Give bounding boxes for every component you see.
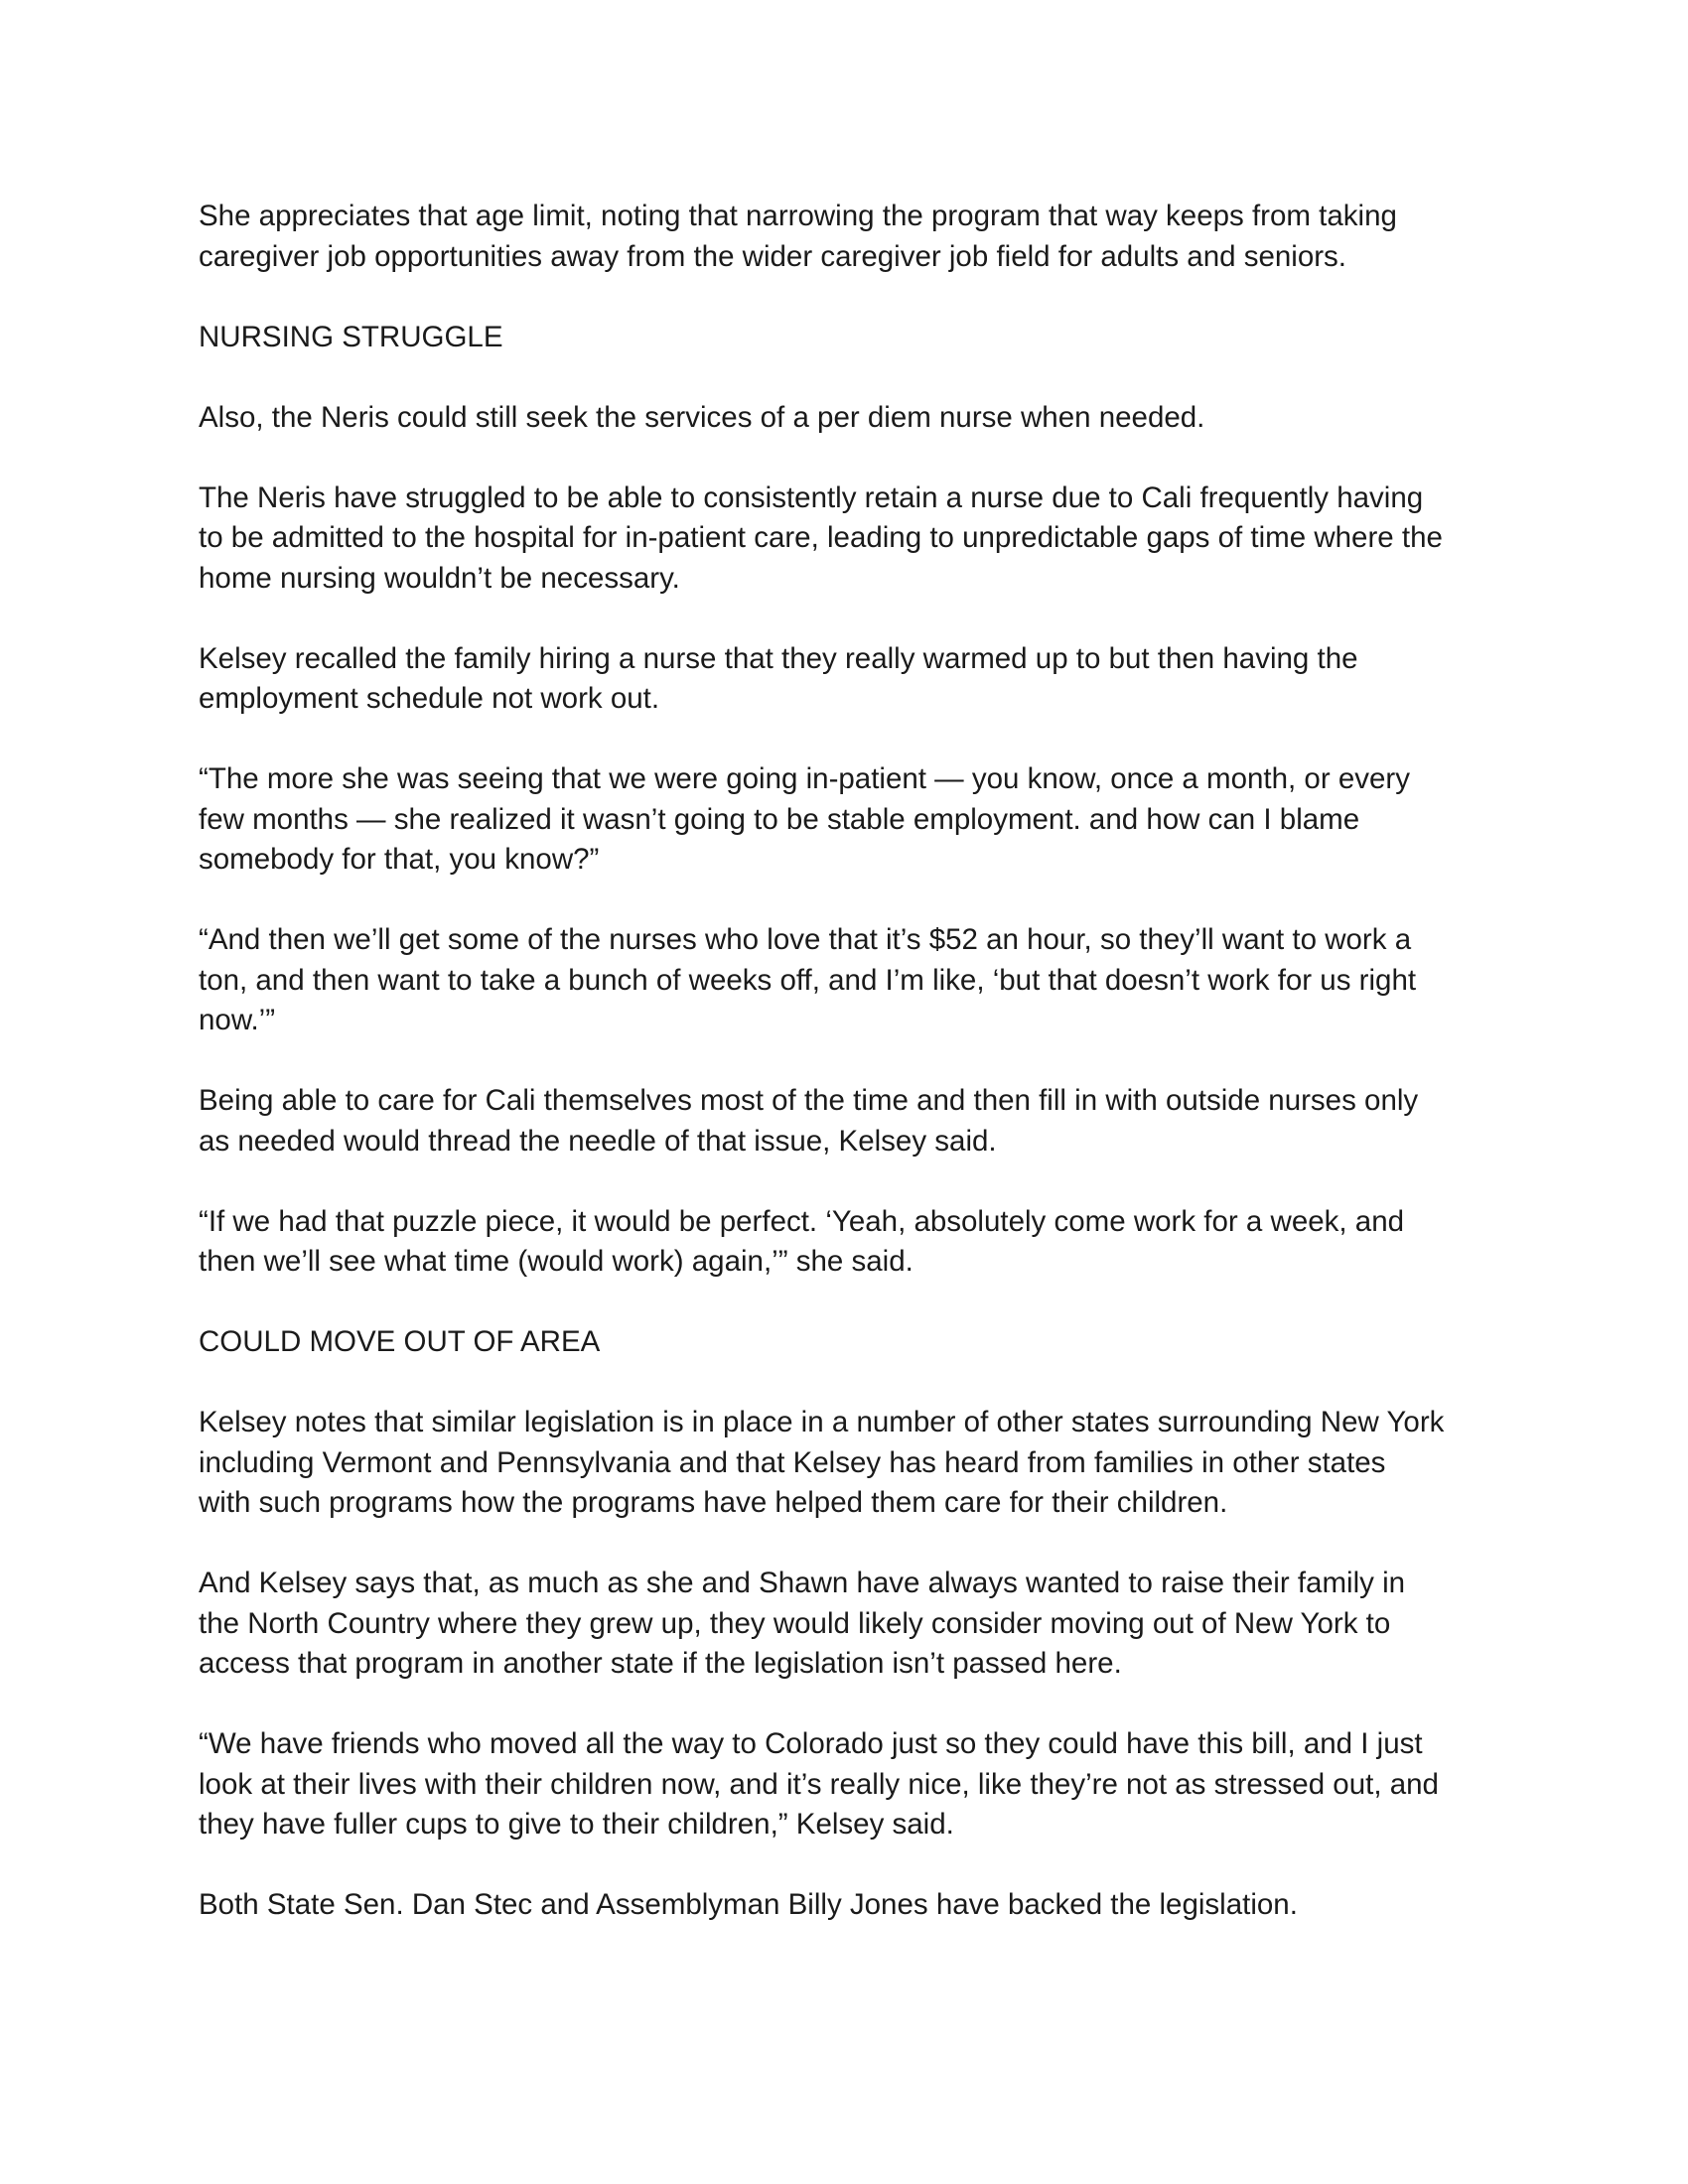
text-line: caregiver job opportunities away from the wider caregiver job field for adults and seniors. bbox=[199, 239, 1347, 273]
body-paragraph bbox=[199, 197, 1499, 277]
text-line: look at their lives with their children now, and it’s really nice, like they’re not as stressed out, and bbox=[199, 1767, 1439, 1801]
body-paragraph bbox=[199, 1081, 1499, 1161]
text-line: “The more she was seeing that we were going in-patient — you know, once a month, or every bbox=[199, 762, 1410, 795]
section-heading bbox=[199, 318, 1499, 358]
text-line: Also, the Neris could still seek the services of a per diem nurse when needed. bbox=[199, 400, 1205, 434]
text-line: Both State Sen. Dan Stec and Assemblyman Billy Jones have backed the legislation. bbox=[199, 1888, 1298, 1921]
body-paragraph bbox=[199, 759, 1499, 881]
text-line: Kelsey notes that similar legislation is in place in a number of other states surrounding New York bbox=[199, 1406, 1445, 1438]
text-line: “We have friends who moved all the way to Colorado just so they could have this bill, and I just bbox=[199, 1727, 1423, 1760]
text-line: as needed would thread the needle of that issue, Kelsey said. bbox=[199, 1124, 997, 1158]
text-line: “And then we’ll get some of the nurses who love that it’s $52 an hour, so they’ll want to work a bbox=[199, 923, 1412, 956]
document-page bbox=[199, 197, 1499, 1966]
text-line: with such programs how the programs have helped them care for their children. bbox=[199, 1486, 1228, 1519]
text-line: Kelsey recalled the family hiring a nurse that they really warmed up to but then having the bbox=[199, 641, 1358, 675]
text-line: few months — she realized it wasn’t going to be stable employment. and how can I blame bbox=[199, 802, 1360, 836]
body-paragraph bbox=[199, 1885, 1499, 1926]
text-line: She appreciates that age limit, noting that narrowing the program that way keeps from taking bbox=[199, 200, 1397, 232]
text-line: somebody for that, you know?” bbox=[199, 843, 600, 876]
body-paragraph bbox=[199, 639, 1499, 720]
text-line: And Kelsey says that, as much as she and Shawn have always wanted to raise their family in bbox=[199, 1567, 1406, 1599]
text-line: NURSING STRUGGLE bbox=[199, 320, 503, 353]
text-line: COULD MOVE OUT OF AREA bbox=[199, 1325, 601, 1358]
body-paragraph bbox=[199, 1403, 1499, 1524]
text-line: to be admitted to the hospital for in-patient care, leading to unpredictable gaps of time where the bbox=[199, 521, 1443, 554]
text-line: access that program in another state if the legislation isn’t passed here. bbox=[199, 1647, 1122, 1680]
text-line: then we’ll see what time (would work) again,’” she said. bbox=[199, 1245, 914, 1278]
text-line: employment schedule not work out. bbox=[199, 682, 660, 715]
text-line: the North Country where they grew up, they would likely consider moving out of New York to bbox=[199, 1606, 1391, 1640]
body-paragraph bbox=[199, 1202, 1499, 1283]
body-paragraph bbox=[199, 1564, 1499, 1685]
text-line: Being able to care for Cali themselves most of the time and then fill in with outside nurses only bbox=[199, 1084, 1419, 1117]
body-paragraph bbox=[199, 1724, 1499, 1845]
text-line: home nursing wouldn’t be necessary. bbox=[199, 561, 680, 595]
section-heading bbox=[199, 1322, 1499, 1363]
text-line: The Neris have struggled to be able to consistently retain a nurse due to Cali frequently having bbox=[199, 480, 1424, 514]
text-line: now.’” bbox=[199, 1004, 276, 1036]
text-line: ton, and then want to take a bunch of weeks off, and I’m like, ‘but that doesn’t work for us right bbox=[199, 963, 1417, 997]
text-line: including Vermont and Pennsylvania and that Kelsey has heard from families in other states bbox=[199, 1445, 1386, 1479]
text-line: “If we had that puzzle piece, it would be perfect. ‘Yeah, absolutely come work for a week, and bbox=[199, 1204, 1405, 1238]
text-line: they have fuller cups to give to their children,” Kelsey said. bbox=[199, 1808, 954, 1841]
body-paragraph bbox=[199, 920, 1499, 1041]
body-paragraph bbox=[199, 398, 1499, 439]
body-paragraph bbox=[199, 478, 1499, 600]
